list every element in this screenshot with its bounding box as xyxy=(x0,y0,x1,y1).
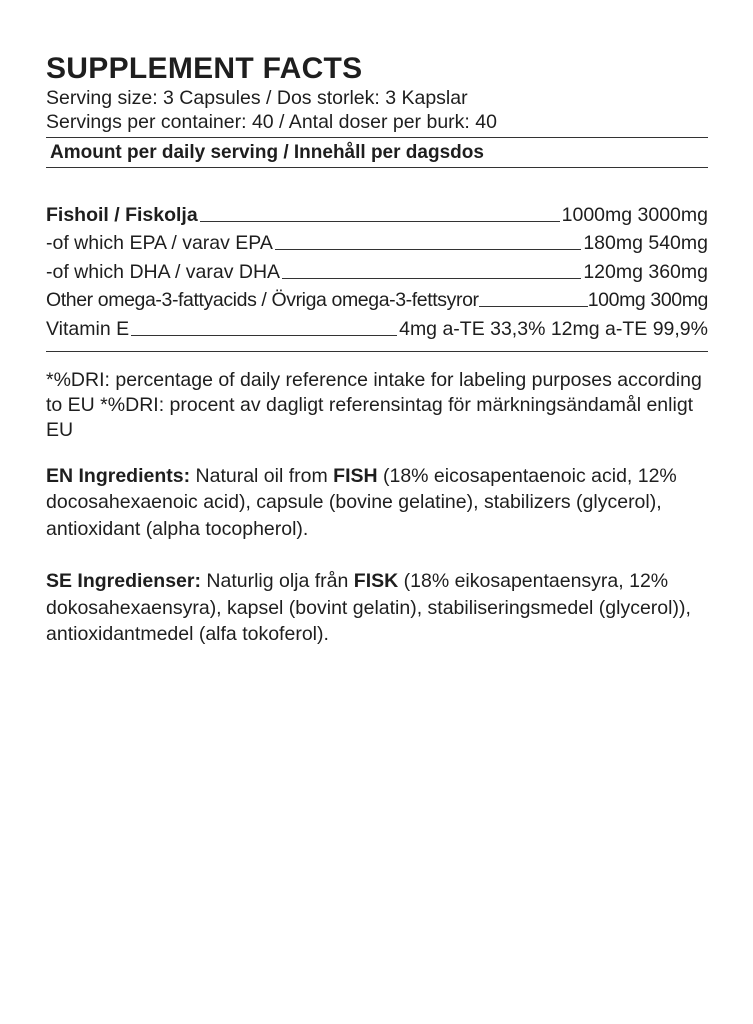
leader-line xyxy=(282,278,581,279)
ingredients-en-fish: FISH xyxy=(333,464,378,487)
nutrient-value: 1000mg 3000mg xyxy=(561,203,708,226)
nutrient-row-vitamin-e xyxy=(46,312,708,341)
ingredients-se-heading: SE Ingredienser: xyxy=(46,570,201,592)
nutrient-label: Fishoil / Fiskolja xyxy=(46,203,198,226)
leader-line xyxy=(200,221,560,222)
nutrient-value: 4mg a-TE 33,3% 12mg a-TE 99,9% xyxy=(399,317,708,340)
ingredients-en-text-1: Natural oil from xyxy=(190,464,334,487)
nutrient-list xyxy=(46,198,708,341)
nutrient-value: 180mg 540mg xyxy=(583,232,708,254)
ingredients-en-text-2: (18% eicosapentaenoic acid, 12% docosahexaenoic acid), capsule (bovine gelatine), stabilizers (glycerol), antioxidant (alpha tocopherol). xyxy=(46,464,677,540)
serving-size: Serving size: 3 Capsules / Dos storlek: 3 Kapslar xyxy=(46,87,468,109)
nutrient-label: -of which EPA / varav EPA xyxy=(46,232,273,254)
ingredients-en xyxy=(46,463,708,543)
nutrient-value: 100mg 300mg xyxy=(587,289,708,311)
supplement-facts-label xyxy=(46,52,708,648)
leader-line xyxy=(131,335,397,336)
leader-line xyxy=(275,249,581,250)
ingredients-se-text-1: Naturlig olja från xyxy=(200,570,354,592)
servings-per-container: Servings per container: 40 / Antal doser per burk: 40 xyxy=(46,111,497,133)
nutrient-row-fishoil xyxy=(46,198,708,227)
nutrient-row-dha xyxy=(46,255,708,284)
divider xyxy=(46,351,708,352)
divider xyxy=(46,167,708,168)
nutrient-label: Vitamin E xyxy=(46,317,130,340)
nutrient-value: 120mg 360mg xyxy=(583,260,708,283)
ingredients-se-text-2: (18% eikosapentaensyra, 12% dokosahexaensyra), kapsel (bovint gelatin), stabiliseringsmedel (glycerol)), antioxidantmedel (alfa tokoferol). xyxy=(46,570,691,645)
ingredients-en-heading: EN Ingredients: xyxy=(46,464,191,487)
nutrient-label: Other omega-3-fattyacids / Övriga omega-3-fettsyror xyxy=(46,289,479,311)
nutrient-row-other-omega3 xyxy=(46,284,708,313)
nutrient-row-epa xyxy=(46,227,708,256)
ingredients-se-fish: FISK xyxy=(353,570,399,592)
leader-line xyxy=(479,306,588,307)
page-title: SUPPLEMENT FACTS xyxy=(46,52,363,85)
ingredients-se xyxy=(46,568,708,648)
dri-note: *%DRI: percentage of daily reference intake for labeling purposes according to EU *%DRI: procent av dagligt referensintag för märkningsändamål enligt EU xyxy=(46,368,702,441)
nutrient-label: -of which DHA / varav DHA xyxy=(46,260,281,283)
amount-header: Amount per daily serving / Innehåll per dagsdos xyxy=(50,142,484,163)
